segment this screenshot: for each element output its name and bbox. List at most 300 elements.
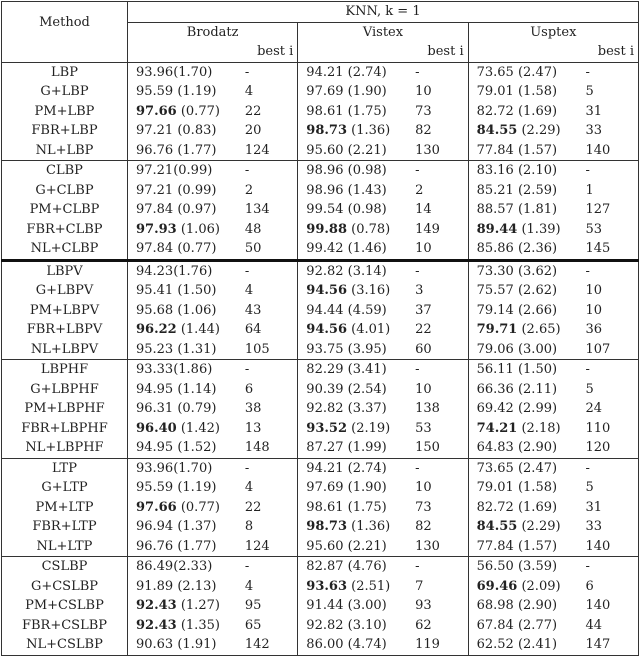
method-cell: NL+LTP bbox=[2, 537, 128, 557]
table-row bbox=[2, 102, 639, 122]
accuracy-cell bbox=[468, 260, 577, 281]
accuracy-cell bbox=[298, 82, 407, 102]
knn-header: KNN, k = 1 bbox=[127, 2, 638, 23]
accuracy-cell bbox=[468, 380, 577, 400]
accuracy-cell bbox=[298, 102, 407, 122]
accuracy-cell bbox=[127, 82, 236, 102]
accuracy-mean: 97.84 bbox=[135, 202, 174, 218]
best-i-cell: 93 bbox=[415, 598, 432, 614]
best-i-cell: 140 bbox=[577, 537, 638, 557]
accuracy-std: (2.77) bbox=[517, 617, 558, 633]
table-row bbox=[2, 557, 639, 577]
accuracy-mean: 95.60 bbox=[306, 142, 344, 158]
accuracy-std: (3.59) bbox=[517, 559, 558, 575]
best-i-cell: 4 bbox=[244, 283, 254, 299]
best-i-header: best i bbox=[257, 44, 294, 60]
accuracy-std: (2.74) bbox=[347, 64, 387, 80]
method-cell: CSLBP bbox=[2, 557, 128, 577]
best-i-cell: - bbox=[407, 161, 468, 181]
accuracy-cell bbox=[127, 596, 236, 616]
best-i-cell: - bbox=[577, 260, 638, 281]
accuracy-cell bbox=[127, 340, 236, 360]
method-header: Method bbox=[2, 2, 128, 43]
accuracy-mean: 82.29 bbox=[306, 362, 344, 378]
accuracy-cell bbox=[298, 181, 407, 201]
accuracy-cell bbox=[468, 161, 577, 181]
best-i-cell: 13 bbox=[244, 420, 262, 436]
accuracy-cell bbox=[298, 301, 407, 321]
accuracy-cell bbox=[127, 301, 236, 321]
method-cell: LBPV bbox=[2, 260, 128, 281]
best-i-cell: 120 bbox=[577, 438, 638, 458]
accuracy-cell bbox=[468, 340, 577, 360]
table-row bbox=[2, 62, 639, 82]
best-i-cell: 73 bbox=[415, 499, 432, 515]
accuracy-std: (1.77) bbox=[177, 142, 217, 158]
accuracy-mean: 62.52 bbox=[476, 637, 514, 653]
best-i-cell: 65 bbox=[244, 617, 262, 633]
best-i-cell: 4 bbox=[244, 480, 254, 496]
method-cell: LTP bbox=[2, 458, 128, 478]
method-cell: G+LBPHF bbox=[2, 380, 128, 400]
best-i-cell: 4 bbox=[244, 578, 254, 594]
method-cell: NL+LBPHF bbox=[2, 438, 128, 458]
best-i-cell: 37 bbox=[415, 302, 432, 318]
accuracy-cell bbox=[298, 577, 407, 597]
accuracy-std: (0.78) bbox=[351, 221, 391, 237]
method-cell: PM+LBPV bbox=[2, 301, 128, 321]
best-i-cell: - bbox=[577, 557, 638, 577]
accuracy-mean: 98.61 bbox=[306, 499, 344, 515]
best-i-cell: 147 bbox=[577, 635, 638, 655]
accuracy-std: (2.09) bbox=[521, 578, 561, 594]
accuracy-std: (1.90) bbox=[347, 84, 387, 100]
dataset-header-usptex: Usptex bbox=[468, 22, 638, 42]
accuracy-mean: 79.14 bbox=[476, 302, 514, 318]
best-i-cell: 142 bbox=[237, 635, 298, 655]
accuracy-std: (1.19) bbox=[177, 480, 217, 496]
accuracy-cell bbox=[127, 419, 236, 439]
best-i-cell: 5 bbox=[577, 478, 638, 498]
accuracy-mean: 88.57 bbox=[476, 202, 514, 218]
accuracy-std: (3.00) bbox=[517, 341, 558, 357]
accuracy-std: (1.50) bbox=[177, 283, 217, 299]
accuracy-std: (0.97) bbox=[177, 202, 217, 218]
accuracy-std: (4.74) bbox=[347, 637, 387, 653]
accuracy-cell bbox=[468, 141, 577, 161]
accuracy-cell bbox=[127, 517, 236, 537]
table-row bbox=[2, 141, 639, 161]
accuracy-cell bbox=[468, 498, 577, 518]
best-i-cell: 43 bbox=[244, 302, 262, 318]
best-i-cell: 124 bbox=[244, 538, 270, 554]
accuracy-cell bbox=[468, 419, 577, 439]
best-i-cell: - bbox=[237, 62, 298, 82]
accuracy-std: (2.29) bbox=[521, 519, 561, 535]
accuracy-std: (1.70) bbox=[173, 460, 213, 476]
accuracy-mean: 56.11 bbox=[476, 362, 514, 378]
accuracy-mean: 97.66 bbox=[135, 499, 177, 515]
best-i-cell: 7 bbox=[415, 578, 424, 594]
accuracy-mean: 94.56 bbox=[306, 322, 348, 338]
method-cell: NL+LBPV bbox=[2, 340, 128, 360]
accuracy-mean: 92.82 bbox=[306, 617, 344, 633]
accuracy-mean: 97.21 bbox=[135, 182, 174, 198]
best-i-cell: 130 bbox=[415, 538, 440, 554]
accuracy-cell bbox=[127, 616, 236, 636]
accuracy-cell bbox=[298, 635, 407, 655]
best-i-cell: 5 bbox=[577, 380, 638, 400]
best-i-cell: 145 bbox=[577, 239, 638, 260]
accuracy-mean: 97.69 bbox=[306, 480, 344, 496]
accuracy-cell bbox=[468, 121, 577, 141]
table-row bbox=[2, 239, 639, 260]
accuracy-mean: 67.84 bbox=[476, 617, 514, 633]
accuracy-mean: 94.44 bbox=[306, 302, 344, 318]
best-i-cell: - bbox=[407, 260, 468, 281]
accuracy-cell bbox=[298, 281, 407, 301]
accuracy-std: (2.99) bbox=[517, 401, 558, 417]
accuracy-mean: 90.63 bbox=[135, 637, 174, 653]
accuracy-cell bbox=[127, 438, 236, 458]
accuracy-cell bbox=[298, 438, 407, 458]
accuracy-cell bbox=[468, 517, 577, 537]
accuracy-std: (2.29) bbox=[521, 123, 561, 139]
accuracy-mean: 94.95 bbox=[135, 381, 174, 397]
accuracy-std: (3.16) bbox=[351, 283, 391, 299]
table-row bbox=[2, 340, 639, 360]
accuracy-cell bbox=[468, 616, 577, 636]
accuracy-mean: 97.84 bbox=[135, 241, 174, 257]
best-i-cell: 22 bbox=[415, 322, 432, 338]
best-i-cell: 14 bbox=[415, 202, 432, 218]
accuracy-mean: 79.71 bbox=[476, 322, 518, 338]
accuracy-std: (2.54) bbox=[347, 381, 387, 397]
accuracy-mean: 90.39 bbox=[306, 381, 344, 397]
accuracy-std: (1.91) bbox=[177, 637, 217, 653]
accuracy-std: (2.11) bbox=[517, 381, 558, 397]
best-i-cell: 82 bbox=[415, 123, 432, 139]
best-i-cell: 33 bbox=[577, 121, 638, 141]
accuracy-std: (3.10) bbox=[347, 617, 387, 633]
best-i-cell: 138 bbox=[415, 401, 440, 417]
accuracy-cell bbox=[468, 62, 577, 82]
accuracy-std: (1.52) bbox=[177, 440, 217, 456]
method-cell: FBR+LBP bbox=[2, 121, 128, 141]
table-row bbox=[2, 419, 639, 439]
accuracy-mean: 68.98 bbox=[476, 598, 514, 614]
best-i-cell: - bbox=[237, 557, 298, 577]
best-i-cell: - bbox=[577, 360, 638, 380]
accuracy-mean: 96.22 bbox=[135, 322, 177, 338]
method-cell: NL+LBP bbox=[2, 141, 128, 161]
accuracy-std: (1.69) bbox=[517, 103, 558, 119]
best-i-cell: 20 bbox=[244, 123, 262, 139]
accuracy-mean: 84.55 bbox=[476, 123, 518, 139]
best-i-cell: - bbox=[237, 458, 298, 478]
best-i-cell: 95 bbox=[244, 598, 262, 614]
accuracy-cell bbox=[468, 557, 577, 577]
accuracy-mean: 83.16 bbox=[476, 163, 514, 179]
accuracy-cell bbox=[468, 458, 577, 478]
accuracy-std: (2.21) bbox=[347, 142, 387, 158]
accuracy-std: (2.66) bbox=[517, 302, 558, 318]
accuracy-mean: 95.68 bbox=[135, 302, 174, 318]
best-i-cell: 48 bbox=[244, 221, 262, 237]
table-row bbox=[2, 281, 639, 301]
accuracy-mean: 79.01 bbox=[476, 480, 514, 496]
accuracy-std: (0.77) bbox=[177, 241, 217, 257]
accuracy-std: (1.46) bbox=[347, 241, 387, 257]
accuracy-cell bbox=[127, 478, 236, 498]
accuracy-mean: 97.69 bbox=[306, 84, 344, 100]
accuracy-mean: 94.21 bbox=[306, 64, 344, 80]
accuracy-mean: 96.76 bbox=[135, 538, 174, 554]
best-i-cell: 107 bbox=[577, 340, 638, 360]
table-row bbox=[2, 121, 639, 141]
accuracy-std: (2.21) bbox=[347, 538, 387, 554]
table-row bbox=[2, 537, 639, 557]
accuracy-cell bbox=[298, 517, 407, 537]
accuracy-mean: 94.23 bbox=[135, 263, 174, 279]
accuracy-std: (1.90) bbox=[347, 480, 387, 496]
table-row bbox=[2, 616, 639, 636]
accuracy-cell bbox=[468, 200, 577, 220]
accuracy-mean: 98.96 bbox=[306, 163, 344, 179]
accuracy-std: (3.62) bbox=[517, 263, 558, 279]
accuracy-mean: 69.46 bbox=[476, 578, 518, 594]
accuracy-std: (1.19) bbox=[177, 84, 217, 100]
accuracy-cell bbox=[468, 537, 577, 557]
accuracy-mean: 85.21 bbox=[476, 182, 514, 198]
accuracy-std: (2.47) bbox=[517, 460, 558, 476]
accuracy-std: (1.57) bbox=[517, 538, 558, 554]
accuracy-cell bbox=[298, 320, 407, 340]
table-row bbox=[2, 438, 639, 458]
best-i-cell: 82 bbox=[415, 519, 432, 535]
accuracy-cell bbox=[298, 458, 407, 478]
accuracy-cell bbox=[468, 239, 577, 260]
accuracy-mean: 97.21 bbox=[135, 123, 174, 139]
accuracy-std: (1.43) bbox=[347, 182, 387, 198]
accuracy-std: (0.99) bbox=[173, 163, 213, 179]
accuracy-cell bbox=[127, 399, 236, 419]
best-i-cell: 36 bbox=[577, 320, 638, 340]
accuracy-mean: 56.50 bbox=[476, 559, 514, 575]
accuracy-cell bbox=[127, 380, 236, 400]
table-row bbox=[2, 498, 639, 518]
best-i-cell: 140 bbox=[577, 596, 638, 616]
accuracy-std: (1.75) bbox=[347, 103, 387, 119]
best-i-cell: - bbox=[407, 62, 468, 82]
accuracy-mean: 82.72 bbox=[476, 103, 514, 119]
accuracy-std: (1.06) bbox=[177, 302, 217, 318]
method-cell: G+LBPV bbox=[2, 281, 128, 301]
accuracy-mean: 98.61 bbox=[306, 103, 344, 119]
accuracy-cell bbox=[468, 301, 577, 321]
accuracy-cell bbox=[468, 635, 577, 655]
table-row bbox=[2, 260, 639, 281]
best-i-cell: - bbox=[577, 458, 638, 478]
method-cell: PM+LTP bbox=[2, 498, 128, 518]
accuracy-cell bbox=[298, 141, 407, 161]
method-cell: PM+CSLBP bbox=[2, 596, 128, 616]
accuracy-mean: 64.83 bbox=[476, 440, 514, 456]
accuracy-std: (1.37) bbox=[177, 519, 217, 535]
accuracy-cell bbox=[127, 181, 236, 201]
accuracy-mean: 93.33 bbox=[135, 362, 174, 378]
best-i-cell: 6 bbox=[577, 577, 638, 597]
method-cell: G+CSLBP bbox=[2, 577, 128, 597]
accuracy-std: (1.76) bbox=[173, 263, 213, 279]
accuracy-mean: 92.43 bbox=[135, 598, 177, 614]
table-row bbox=[2, 301, 639, 321]
method-cell: LBPHF bbox=[2, 360, 128, 380]
accuracy-mean: 95.60 bbox=[306, 538, 344, 554]
best-i-cell: - bbox=[577, 62, 638, 82]
accuracy-std: (1.81) bbox=[517, 202, 558, 218]
accuracy-mean: 91.44 bbox=[306, 598, 344, 614]
accuracy-cell bbox=[468, 181, 577, 201]
accuracy-cell bbox=[298, 340, 407, 360]
best-i-cell: 31 bbox=[577, 102, 638, 122]
accuracy-std: (4.01) bbox=[351, 322, 391, 338]
best-i-cell: - bbox=[237, 260, 298, 281]
accuracy-cell bbox=[127, 62, 236, 82]
accuracy-std: (1.75) bbox=[347, 499, 387, 515]
accuracy-cell bbox=[127, 141, 236, 161]
accuracy-cell bbox=[298, 220, 407, 240]
accuracy-std: (2.90) bbox=[517, 440, 558, 456]
method-cell: LBP bbox=[2, 62, 128, 82]
accuracy-cell bbox=[468, 478, 577, 498]
accuracy-cell bbox=[468, 438, 577, 458]
best-i-cell: 2 bbox=[415, 182, 424, 198]
best-i-cell: 24 bbox=[577, 399, 638, 419]
accuracy-mean: 93.96 bbox=[135, 64, 174, 80]
best-i-header: best i bbox=[577, 42, 638, 62]
accuracy-mean: 85.86 bbox=[476, 241, 514, 257]
best-i-cell: 105 bbox=[244, 341, 270, 357]
best-i-cell: 44 bbox=[577, 616, 638, 636]
accuracy-std: (1.57) bbox=[517, 142, 558, 158]
method-cell: PM+LBPHF bbox=[2, 399, 128, 419]
method-cell: FBR+LBPV bbox=[2, 320, 128, 340]
accuracy-mean: 97.21 bbox=[135, 163, 174, 179]
table-row bbox=[2, 360, 639, 380]
best-i-cell: 64 bbox=[244, 322, 262, 338]
accuracy-mean: 93.52 bbox=[306, 420, 348, 436]
accuracy-std: (2.10) bbox=[517, 163, 558, 179]
table-row bbox=[2, 596, 639, 616]
accuracy-mean: 82.72 bbox=[476, 499, 514, 515]
accuracy-cell bbox=[298, 596, 407, 616]
accuracy-cell bbox=[127, 577, 236, 597]
accuracy-mean: 92.82 bbox=[306, 401, 344, 417]
accuracy-cell bbox=[298, 239, 407, 260]
accuracy-mean: 96.40 bbox=[135, 420, 177, 436]
method-cell: G+LBP bbox=[2, 82, 128, 102]
method-cell: NL+CSLBP bbox=[2, 635, 128, 655]
accuracy-mean: 99.54 bbox=[306, 202, 344, 218]
accuracy-mean: 75.57 bbox=[476, 283, 514, 299]
accuracy-cell bbox=[298, 478, 407, 498]
best-i-cell: 119 bbox=[407, 635, 468, 655]
accuracy-cell bbox=[127, 200, 236, 220]
accuracy-std: (4.76) bbox=[347, 559, 387, 575]
accuracy-std: (1.70) bbox=[173, 64, 213, 80]
accuracy-mean: 97.93 bbox=[135, 221, 177, 237]
accuracy-mean: 66.36 bbox=[476, 381, 514, 397]
best-i-cell: 10 bbox=[415, 381, 432, 397]
accuracy-std: (1.14) bbox=[177, 381, 217, 397]
accuracy-cell bbox=[127, 498, 236, 518]
best-i-cell: - bbox=[407, 557, 468, 577]
method-cell: FBR+CLBP bbox=[2, 220, 128, 240]
accuracy-cell bbox=[127, 161, 236, 181]
accuracy-std: (2.59) bbox=[517, 182, 558, 198]
best-i-cell: 148 bbox=[244, 440, 270, 456]
dataset-header-vistex: Vistex bbox=[298, 22, 468, 42]
accuracy-cell bbox=[298, 498, 407, 518]
accuracy-std: (2.36) bbox=[517, 241, 558, 257]
accuracy-mean: 93.75 bbox=[306, 341, 344, 357]
accuracy-mean: 79.01 bbox=[476, 84, 514, 100]
accuracy-std: (1.99) bbox=[347, 440, 387, 456]
accuracy-std: (0.99) bbox=[177, 182, 217, 198]
accuracy-cell bbox=[468, 102, 577, 122]
accuracy-cell bbox=[127, 537, 236, 557]
best-i-cell: 150 bbox=[415, 440, 440, 456]
accuracy-std: (1.69) bbox=[517, 499, 558, 515]
accuracy-mean: 99.42 bbox=[306, 241, 344, 257]
accuracy-std: (2.90) bbox=[517, 598, 558, 614]
accuracy-std: (2.33) bbox=[173, 559, 213, 575]
accuracy-std: (2.74) bbox=[347, 460, 387, 476]
table-row bbox=[2, 220, 639, 240]
method-cell: FBR+LTP bbox=[2, 517, 128, 537]
accuracy-std: (3.95) bbox=[347, 341, 387, 357]
best-i-cell: - bbox=[407, 458, 468, 478]
accuracy-std: (3.41) bbox=[347, 362, 387, 378]
table-row bbox=[2, 200, 639, 220]
best-i-cell: - bbox=[237, 161, 298, 181]
best-i-cell: 22 bbox=[244, 499, 262, 515]
accuracy-std: (0.83) bbox=[177, 123, 217, 139]
accuracy-std: (3.37) bbox=[347, 401, 387, 417]
accuracy-mean: 94.56 bbox=[306, 283, 348, 299]
accuracy-cell bbox=[468, 399, 577, 419]
table-row bbox=[2, 399, 639, 419]
accuracy-std: (2.65) bbox=[521, 322, 561, 338]
accuracy-cell bbox=[127, 320, 236, 340]
accuracy-mean: 92.82 bbox=[306, 263, 344, 279]
accuracy-std: (1.77) bbox=[177, 538, 217, 554]
method-cell: NL+CLBP bbox=[2, 239, 128, 260]
accuracy-mean: 84.55 bbox=[476, 519, 518, 535]
accuracy-mean: 98.96 bbox=[306, 182, 344, 198]
accuracy-std: (2.13) bbox=[177, 578, 217, 594]
best-i-cell: 140 bbox=[577, 141, 638, 161]
accuracy-mean: 96.94 bbox=[135, 519, 174, 535]
accuracy-mean: 86.49 bbox=[135, 559, 174, 575]
accuracy-cell bbox=[468, 596, 577, 616]
accuracy-mean: 69.42 bbox=[476, 401, 514, 417]
best-i-cell: - bbox=[407, 360, 468, 380]
method-cell: G+CLBP bbox=[2, 181, 128, 201]
best-i-cell: 38 bbox=[244, 401, 262, 417]
accuracy-std: (2.41) bbox=[517, 637, 558, 653]
